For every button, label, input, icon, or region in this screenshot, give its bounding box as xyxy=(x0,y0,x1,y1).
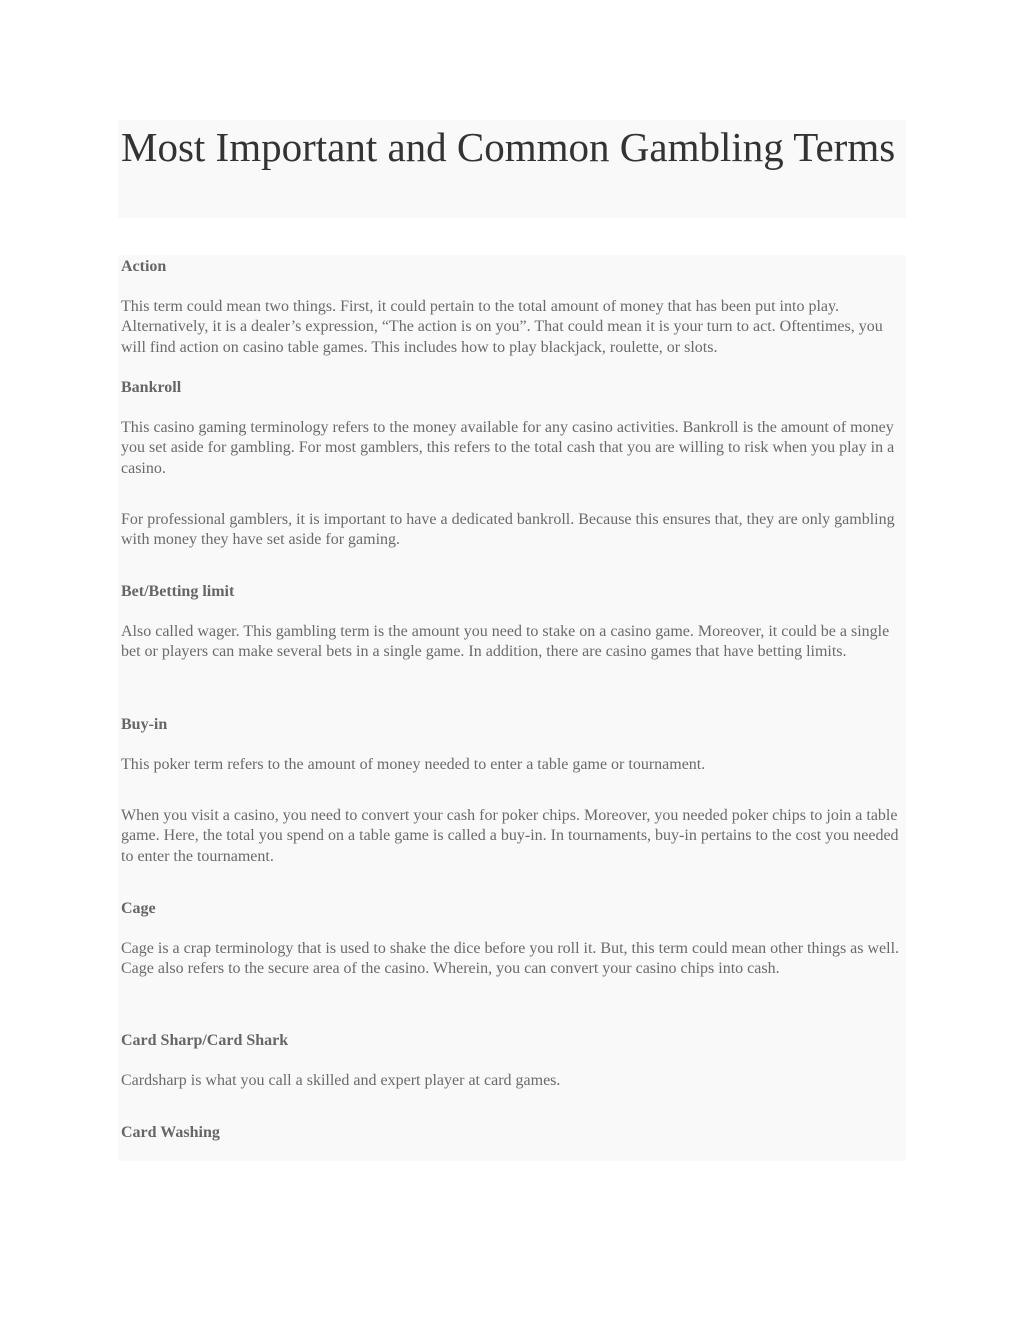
term-heading-action: Action xyxy=(121,258,167,275)
terms-content-panel xyxy=(118,255,906,1161)
term-paragraph: Cardsharp is what you call a skilled and expert player at card games. xyxy=(121,1072,561,1089)
term-paragraph: Also called wager. This gambling term is the amount you need to stake on a casino game. Moreover, it could be a single bet or players can make several bets in a single game. In addition, there are casino games that have betting limits. xyxy=(121,623,890,661)
term-paragraph: This casino gaming terminology refers to the money available for any casino activities. Bankroll is the amount of money you set aside for gambling. For most gamblers, this refers to the total cash that you are willing to risk when you play in a casino. xyxy=(121,419,895,477)
term-paragraph: When you visit a casino, you need to convert your cash for poker chips. Moreover, you needed poker chips to join a table game. Here, the total you spend on a table game is called a buy-in. In tournaments, buy-in pertains to the cost you needed to enter the tournament. xyxy=(121,807,899,865)
term-paragraph: Cage is a crap terminology that is used to shake the dice before you roll it. But, this term could mean other things as well. Cage also refers to the secure area of the casino. Wherein, you can convert your casino chips into cash. xyxy=(121,940,900,978)
term-paragraph: This poker term refers to the amount of money needed to enter a table game or tournament. xyxy=(121,756,706,773)
term-heading-bankroll: Bankroll xyxy=(121,379,182,396)
term-heading-bet-betting-limit: Bet/Betting limit xyxy=(121,583,235,600)
term-paragraph: For professional gamblers, it is important to have a dedicated bankroll. Because this ensures that, they are only gambling with money they have set aside for gaming. xyxy=(121,511,895,549)
term-heading-card-washing: Card Washing xyxy=(121,1124,220,1141)
term-heading-card-sharp-card-shark: Card Sharp/Card Shark xyxy=(121,1032,289,1049)
term-heading-buy-in: Buy-in xyxy=(121,716,168,733)
term-heading-cage: Cage xyxy=(121,900,156,917)
term-paragraph: This term could mean two things. First, it could pertain to the total amount of money that has been put into play. Alternatively, it is a dealer’s expression, “The action is on you”. That could mean it is your turn to act. Oftentimes, you will find action on casino table games. This includes how to play blackjack, roulette, or slots. xyxy=(121,298,883,356)
page-title: Most Important and Common Gambling Terms xyxy=(121,124,896,170)
title-banner xyxy=(118,120,906,218)
